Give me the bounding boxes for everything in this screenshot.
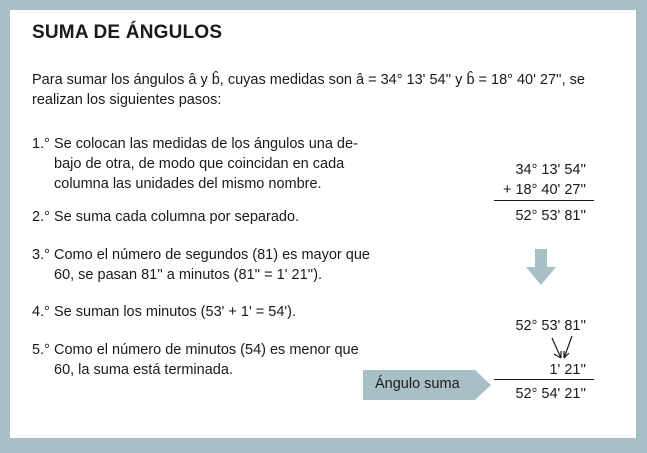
sum-rule bbox=[494, 200, 594, 201]
step-text-line: 60, se pasan 81'' a minutos (81'' = 1' 21''). bbox=[54, 267, 323, 283]
page-title: SUMA DE ÁNGULOS bbox=[32, 22, 223, 43]
step-3 bbox=[32, 245, 370, 285]
result-rule bbox=[494, 379, 594, 380]
result-value: 52° 54' 21'' bbox=[515, 386, 586, 402]
result-label: Ángulo suma bbox=[375, 376, 460, 392]
partial-sum-repeat: 52° 53' 81'' bbox=[515, 318, 586, 334]
step-text-line: Se colocan las medidas de los ángulos una de- bbox=[54, 136, 358, 152]
step-text-line: columna las unidades del mismo nombre. bbox=[54, 176, 322, 192]
step-text-line: Como el número de minutos (54) es menor que bbox=[54, 342, 359, 358]
step-text-line: 60, la suma está terminada. bbox=[54, 362, 233, 378]
addend-a: 34° 13' 54'' bbox=[515, 162, 586, 178]
step-number: 4.° bbox=[32, 304, 50, 320]
step-number: 3.° bbox=[32, 247, 50, 263]
addend-b: + 18° 40' 27'' bbox=[502, 182, 586, 198]
step-number: 5.° bbox=[32, 342, 50, 358]
step-text-line: Se suma cada columna por separado. bbox=[54, 209, 300, 225]
step-2 bbox=[32, 207, 299, 227]
step-5 bbox=[32, 340, 359, 380]
intro-paragraph: Para sumar los ángulos â y b̂, cuyas medidas son â = 34° 13' 54'' y b̂ = 18° 40' 27'', se realizan los siguientes pasos: bbox=[32, 72, 585, 108]
partial-sum: 52° 53' 81'' bbox=[515, 208, 586, 224]
step-text-line: Como el número de segundos (81) es mayor que bbox=[54, 247, 370, 263]
step-number: 2.° bbox=[32, 209, 50, 225]
step-text-line: bajo de otra, de modo que coincidan en cada bbox=[54, 156, 345, 172]
step-4 bbox=[32, 302, 296, 322]
carry-value: 1' 21'' bbox=[549, 362, 586, 378]
step-text-line: Se suman los minutos (53' + 1' = 54'). bbox=[54, 304, 297, 320]
down-arrow-icon bbox=[526, 249, 556, 287]
result-label-tag bbox=[363, 370, 493, 400]
step-number: 1.° bbox=[32, 136, 50, 152]
step-1 bbox=[32, 134, 358, 194]
